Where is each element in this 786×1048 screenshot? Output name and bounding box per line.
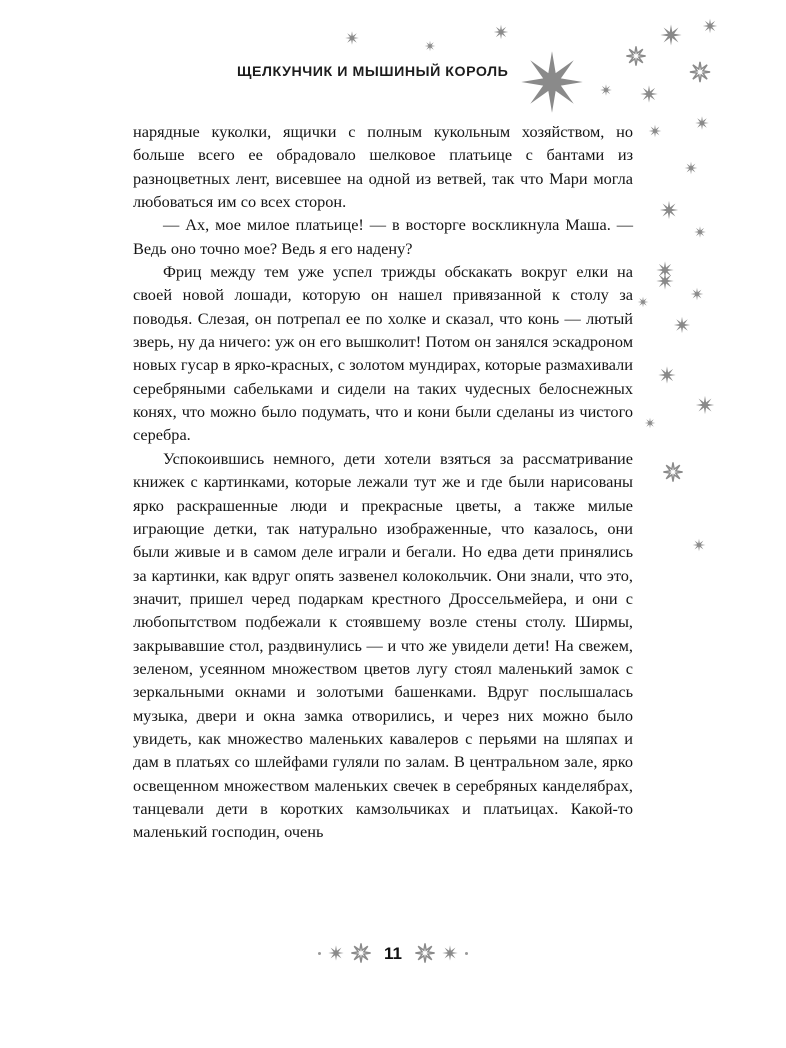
footer-star-filled-icon <box>328 945 344 961</box>
star-filled <box>696 396 714 414</box>
star-filled <box>685 162 697 174</box>
body-text-block <box>133 120 633 844</box>
footer-star-outline-icon <box>415 943 435 963</box>
star-filled <box>660 24 681 45</box>
star-filled <box>645 418 656 429</box>
running-head-star-icon <box>520 50 584 114</box>
star-filled <box>345 31 358 44</box>
star-filled <box>649 125 661 137</box>
star-filled <box>494 25 508 39</box>
star-filled <box>674 317 690 333</box>
footer-dot-icon <box>318 952 321 955</box>
page-number: 11 <box>384 943 402 963</box>
footer-star-outline-icon <box>351 943 371 963</box>
paragraph: Успокоившись немного, дети хотели взяться за рассматривание книжек с картинками, которые лежали тут же и где были нарисованы ярко раскрашенные люди и прекрасные цветы, а также милые играющие детки, так натурально изображенные, что казалось, они были живые и в самом деле играли и бегали. Но едва дети принялись за картинки, как вдруг опять зазвенел колокольчик. Они знали, что это, значит, пришел черед подаркам крестного Дроссельмейера, и они с любопытством подбежали к стоявшему возле стены столу. Ширмы, закрывавшие стол, раздвинулись — и что же увидели дети! На свежем, зеленом, усеянном множеством цветов лугу стоял маленький замок с зеркальными окнами и золотыми башенками. Вдруг послышалась музыка, двери и окна замка отворились, и через них можно было увидеть, как множество маленьких кавалеров с перьями на шляпах и дам в платьях со шлейфами гуляли по залам. В центральном зале, ярко освещенном множеством маленьких свечек в серебряных канделябрах, танцевали дети в коротких камзольчиках и платьицах. Какой-то маленький господин, очень <box>133 448 633 842</box>
star-outline <box>663 462 682 481</box>
running-head-title: ЩЕЛКУНЧИК И МЫШИНЫЙ КОРОЛЬ <box>237 64 509 80</box>
footer-star-filled-icon <box>442 945 458 961</box>
star-filled <box>703 19 717 33</box>
star-filled <box>694 226 706 238</box>
paragraph: нарядные куколки, ящички с полным кукольным хозяйством, но больше всего ее обрадовало шелковое платьице с бантами из разноцветных лент, висевшее на одной из ветвей, так что Мари могла любоваться им со всех сторон. <box>133 122 633 212</box>
star-filled <box>691 288 703 300</box>
star-filled <box>656 261 673 278</box>
footer-ornament-row <box>287 938 499 968</box>
page-footer <box>0 938 786 972</box>
star-filled <box>638 297 649 308</box>
paragraph: Фриц между тем уже успел трижды обскакать вокруг елки на своей новой лошади, которую он нашел привязанной к столу за поводья. Слезая, он потрепал ее по холке и сказал, что конь — лютый зверь, ну да ничего: уж он его вышколит! Потом он занялся эскадроном новых гусар в ярко-красных, с золотом мундирах, которые размахивали серебряными сабельками и сидели на таких чудесных белоснежных конях, что можно было подумать, что и кони были сделаны из чистого серебра. <box>133 262 634 445</box>
star-filled <box>656 272 673 289</box>
star-filled <box>660 201 678 219</box>
footer-dot-icon <box>465 952 468 955</box>
star-filled <box>425 41 436 52</box>
star-filled <box>658 366 675 383</box>
star-filled <box>695 116 708 129</box>
star-filled <box>693 539 705 551</box>
running-head <box>0 62 786 92</box>
paragraph: — Ах, мое милое платьице! — в восторге воскликнула Маша. — Ведь оно точно мое? Ведь я его надену? <box>133 215 633 258</box>
